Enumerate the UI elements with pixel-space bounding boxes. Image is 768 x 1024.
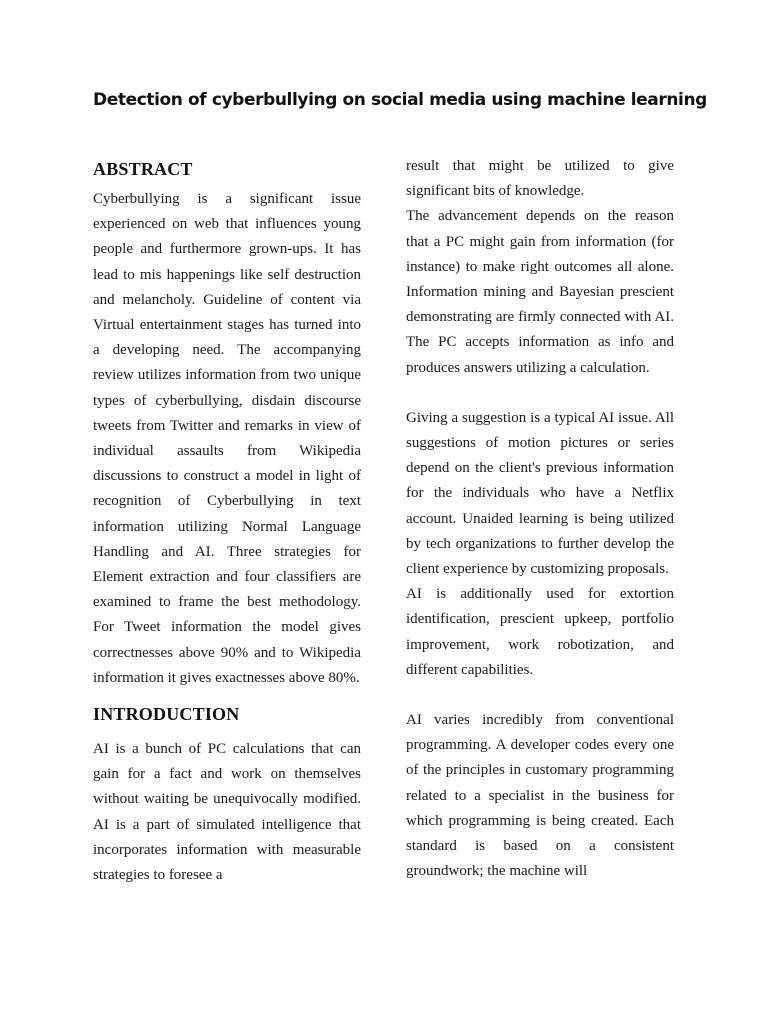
programming-paragraph: AI varies incredibly from conventional programming. A developer codes every one of the principles in customary programming related to a specialist in the business for which programming is being created. Each standard is based on a consistent groundwork; the machine will — [406, 712, 674, 880]
spacer — [93, 727, 361, 737]
spacer — [93, 691, 361, 701]
introduction-paragraph: AI is a bunch of PC calculations that can gain for a fact and work on themselves without waiting be unequivocally modified. AI is a part of simulated intelligence that incorporates information with measurable strategies to foresee a — [93, 741, 361, 884]
spacer — [406, 683, 674, 708]
right-column — [406, 154, 674, 884]
abstract-paragraph: Cyberbullying is a significant issue experienced on web that influences young people and furthermore grown-ups. It has lead to mis happenings like self destruction and melancholy. Guideline of content via Virtual entertainment stages has turned into a developing need. The accompanying review utilizes information from two unique types of cyberbullying, disdain discourse tweets from Twitter and remarks in view of individual assaults from Wikipedia discussions to construct a model in light of recognition of Cyberbullying in text information utilizing Normal Language Handling and AI. Three strategies for Element extraction and four classifiers are examined to frame the best methodology. For Tweet information the model gives correctnesses above 90% and to Wikipedia information it gives exactnesses above 80%. — [93, 191, 361, 686]
advancement-paragraph: The advancement depends on the reason that a PC might gain from information (for instance) to make right outcomes all alone. Information mining and Bayesian prescient demonstrating are firmly connected with AI. The PC accepts information as info and produces answers utilizing a calculation. — [406, 208, 674, 376]
paper-title: Detection of cyberbullying on social media using machine learning — [93, 90, 707, 110]
continued-paragraph: result that might be utilized to give significant bits of knowledge. — [406, 158, 674, 200]
left-column — [93, 156, 361, 888]
introduction-heading: INTRODUCTION — [93, 704, 240, 725]
suggestion-paragraph: Giving a suggestion is a typical AI issue. All suggestions of motion pictures or series depend on the client's previous information for the individuals who have a Netflix account. Unaided learning is being utilized by tech organizations to further develop the client experience by customizing proposals. — [406, 409, 674, 578]
spacer — [406, 381, 674, 406]
abstract-heading: ABSTRACT — [93, 159, 193, 179]
applications-paragraph: AI is additionally used for extortion identification, prescient upkeep, portfolio improvement, work robotization, and different capabilities. — [406, 586, 674, 678]
